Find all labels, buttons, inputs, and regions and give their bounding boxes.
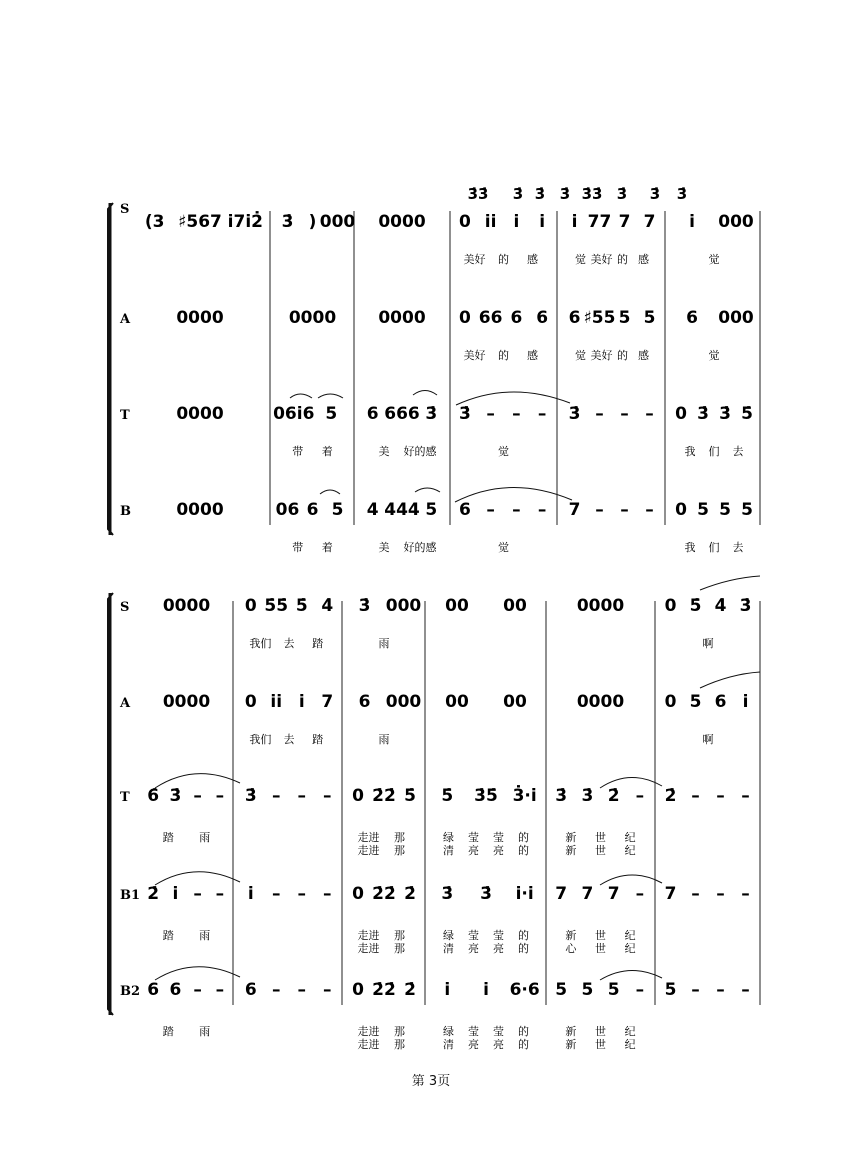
lyric-text: 清 — [443, 844, 454, 857]
note-token: 7 — [581, 884, 594, 904]
note-token: 4̇ — [714, 596, 727, 616]
upper-note: 3̇ — [512, 185, 524, 203]
note-token: 2̇2̇ — [372, 786, 396, 806]
note-token: – — [741, 980, 750, 1000]
note-token: – — [620, 404, 629, 424]
note-token: 5 — [618, 308, 631, 328]
note-token: 0 — [244, 596, 257, 616]
note-token: 00 — [503, 692, 527, 712]
note-token: 5̇ — [689, 596, 702, 616]
note-token: – — [193, 884, 202, 904]
lyric-text: 那 — [394, 1025, 405, 1038]
note-token: 66 — [478, 308, 503, 328]
note-token: – — [635, 884, 645, 904]
part-label: S — [120, 600, 130, 615]
lyric-text: 我们 — [249, 637, 272, 650]
note-token: 5 — [607, 980, 620, 1000]
note-token: 2̇ — [147, 884, 160, 904]
lyric-text: 走进 — [357, 1025, 380, 1038]
note-token: 3̇·i — [512, 786, 537, 806]
note-token: 3̇5̇ — [474, 786, 498, 806]
slur — [700, 672, 760, 688]
lyric-text: 着 — [321, 541, 333, 554]
lyric-text: 世 — [595, 831, 606, 844]
note-token: ) — [308, 212, 317, 232]
lyric-text: 纪 — [624, 942, 636, 955]
note-token: – — [323, 786, 332, 806]
lyric-text: 绿 — [443, 1025, 454, 1038]
part-label: B — [120, 504, 131, 519]
note-token: 0000 — [176, 500, 224, 520]
lyric-text: 我 — [684, 445, 696, 458]
lyric-text: 去 — [283, 637, 295, 650]
note-token: 000 — [385, 692, 422, 712]
upper-note: 3̇ — [616, 185, 628, 203]
lyric-text: 踏 — [162, 929, 174, 942]
note-token: 5̇ — [441, 786, 454, 806]
part-label: A — [120, 312, 131, 327]
note-token: 0 — [664, 692, 677, 712]
note-token: – — [716, 980, 725, 1000]
note-token: 3̇ — [244, 786, 257, 806]
lyric-text: 的 — [518, 942, 529, 955]
note-token: 0 — [675, 500, 687, 520]
note-token: 2̇ — [607, 786, 620, 806]
note-token: – — [297, 980, 306, 1000]
part-label: T — [120, 408, 130, 423]
lyric-text: 美好 — [590, 253, 613, 266]
note-token: 2̇ — [664, 786, 677, 806]
note-token: 00 — [445, 596, 469, 616]
lyric-text: 世 — [595, 1025, 606, 1038]
note-token: – — [215, 786, 225, 806]
lyric-text: 们 — [708, 541, 720, 554]
note-token: – — [691, 786, 700, 806]
note-token: 0 — [675, 404, 687, 424]
note-token: i7i2̇ — [227, 212, 263, 232]
lyric-text: 心 — [565, 942, 577, 955]
part-label: A — [120, 696, 131, 711]
note-token: – — [595, 404, 604, 424]
note-token: 6 — [147, 980, 160, 1000]
note-token: 0000 — [576, 692, 625, 712]
lyric-text: 走进 — [357, 1038, 380, 1051]
lyric-text: 世 — [595, 929, 606, 942]
note-token: i — [247, 884, 254, 904]
note-token: 6 — [568, 308, 581, 328]
note-token: 6 — [169, 980, 182, 1000]
note-token: 0000 — [162, 596, 211, 616]
note-token: 3̇ — [555, 786, 568, 806]
lyric-text: 的 — [617, 349, 628, 362]
note-token: – — [272, 884, 281, 904]
lyric-text: 纪 — [624, 844, 636, 857]
lyric-text: 纪 — [624, 1038, 636, 1051]
lyric-text: 那 — [394, 844, 405, 857]
lyric-text: 觉 — [708, 253, 720, 266]
note-token: 3̇ — [169, 786, 182, 806]
note-token: – — [297, 884, 306, 904]
lyric-text: 踏 — [162, 1025, 174, 1038]
slur — [413, 391, 437, 396]
note-token: ♯567 — [178, 212, 222, 232]
note-token: – — [512, 500, 521, 520]
note-token: 0000 — [378, 212, 426, 232]
score-content — [119, 185, 754, 1051]
note-token: 2̇ — [404, 884, 416, 904]
note-token: 7 — [555, 884, 568, 904]
lyric-text: 们 — [708, 445, 720, 458]
note-token: 0000 — [162, 692, 211, 712]
lyric-text: 的 — [518, 1025, 529, 1038]
note-token: 6 — [714, 692, 727, 712]
note-token: 5 — [697, 500, 709, 520]
note-token: 5 — [581, 980, 594, 1000]
note-token: i — [571, 212, 578, 232]
note-token: 00 — [445, 692, 469, 712]
note-token: 7 — [568, 500, 581, 520]
lyric-text: 感 — [638, 253, 649, 266]
note-token: 3̇ — [281, 212, 294, 232]
upper-note: 3̇3̇ — [467, 185, 489, 203]
lyric-text: 新 — [565, 929, 577, 942]
lyric-text: 绿 — [443, 831, 454, 844]
lyric-text: 美 — [378, 445, 390, 458]
lyric-text: 雨 — [378, 733, 390, 746]
note-token: 5 — [325, 404, 338, 424]
note-token: 0 — [458, 212, 471, 232]
note-token: 06i6 — [273, 404, 315, 424]
lyric-text: 清 — [443, 1038, 454, 1051]
note-token: i — [539, 212, 546, 232]
note-token: 0 — [352, 980, 364, 1000]
lyric-text: 新 — [565, 844, 577, 857]
note-token: – — [215, 884, 225, 904]
note-token: – — [193, 786, 202, 806]
lyric-text: 莹 — [493, 1025, 504, 1038]
slur — [290, 394, 312, 398]
note-token: 00 — [503, 596, 527, 616]
note-token: 5 — [689, 692, 702, 712]
note-token: – — [645, 404, 654, 424]
slur — [155, 967, 240, 980]
note-token: 7 — [618, 212, 631, 232]
note-token: – — [620, 500, 629, 520]
note-token: 000 — [718, 308, 754, 328]
note-token: 7 — [321, 692, 334, 712]
slur — [700, 576, 760, 590]
upper-note: 3̇ — [676, 185, 688, 203]
note-token: – — [537, 500, 547, 520]
note-token: – — [691, 884, 700, 904]
lyric-text: 走进 — [357, 942, 380, 955]
lyric-text: 踏 — [162, 831, 174, 844]
lyric-text: 世 — [595, 1038, 606, 1051]
note-token: 3̇ — [568, 404, 581, 424]
note-token: i — [172, 884, 179, 904]
note-token: 3̇ — [480, 884, 492, 904]
note-token: 000 — [385, 596, 422, 616]
upper-note: 3̇ — [559, 185, 571, 203]
lyric-text: 莹 — [468, 831, 479, 844]
note-token: 3̇ — [425, 404, 438, 424]
note-token: – — [486, 500, 495, 520]
lyric-text: 啊 — [702, 733, 714, 746]
lyric-text: 清 — [443, 942, 454, 955]
note-token: – — [272, 980, 281, 1000]
lyric-text: 去 — [283, 733, 295, 746]
note-token: – — [537, 404, 547, 424]
note-token: 7 — [664, 884, 677, 904]
note-token: 0 — [458, 308, 471, 328]
note-token: 5̇ — [404, 786, 416, 806]
slur — [415, 488, 440, 492]
lyric-text: 亮 — [493, 844, 504, 857]
note-token: 77 — [587, 212, 612, 232]
note-token: 5 — [741, 500, 753, 520]
lyric-text: 踏 — [312, 733, 324, 746]
note-token: 5̇ — [295, 596, 308, 616]
lyric-text: 雨 — [199, 1025, 211, 1038]
note-token: 000 — [718, 212, 754, 232]
lyric-text: 纪 — [624, 929, 636, 942]
part-label: S — [120, 202, 130, 217]
note-token: – — [323, 980, 332, 1000]
note-token: 0 — [352, 884, 364, 904]
lyric-text: 莹 — [468, 929, 479, 942]
lyric-text: 雨 — [199, 831, 211, 844]
note-token: 2̇2̇ — [372, 980, 396, 1000]
note-token: – — [741, 884, 750, 904]
note-token: 7 — [607, 884, 620, 904]
note-token: 6 — [358, 692, 371, 712]
lyric-text: 亮 — [493, 942, 504, 955]
note-token: 6 — [458, 500, 471, 520]
note-token: – — [691, 980, 700, 1000]
lyric-text: 莹 — [493, 831, 504, 844]
note-token: 5̇5̇ — [264, 596, 289, 616]
lyric-text: 感 — [638, 349, 649, 362]
note-token: ♯55 — [583, 308, 616, 328]
note-token: 5̇ — [741, 404, 753, 424]
lyric-text: 新 — [565, 831, 577, 844]
lyric-text: 去 — [732, 541, 744, 554]
system-brackets — [108, 203, 113, 1015]
lyric-text: 亮 — [468, 844, 479, 857]
note-token: 6 — [244, 980, 257, 1000]
lyric-text: 世 — [595, 844, 606, 857]
note-token: 666 — [384, 404, 420, 424]
note-token: 6 — [510, 308, 523, 328]
upper-note: 3̇3̇ — [581, 185, 603, 203]
lyric-text: 觉 — [575, 253, 586, 266]
note-token: 0000 — [576, 596, 625, 616]
note-token: i — [513, 212, 520, 232]
slur — [320, 490, 340, 494]
note-token: 0000 — [176, 308, 224, 328]
slur — [600, 970, 662, 980]
lyric-text: 走进 — [357, 844, 380, 857]
lyric-text: 亮 — [493, 1038, 504, 1051]
lyric-text: 踏 — [312, 637, 324, 650]
lyric-text: 亮 — [468, 1038, 479, 1051]
lyric-text: 的 — [518, 831, 529, 844]
lyric-text: 好的感 — [403, 445, 437, 458]
lyric-text: 的 — [518, 844, 529, 857]
lyric-text: 啊 — [702, 637, 714, 650]
lyric-text: 的 — [518, 1038, 529, 1051]
lyric-text: 带 — [292, 541, 304, 554]
lyric-text: 感 — [527, 349, 538, 362]
note-token: – — [215, 980, 225, 1000]
note-token: 2̇ — [404, 980, 416, 1000]
note-token: – — [323, 884, 332, 904]
note-token: i·i — [515, 884, 534, 904]
note-token: 3̇ — [581, 786, 594, 806]
lyric-text: 美好 — [463, 253, 486, 266]
note-token: 0 — [352, 786, 364, 806]
note-token: 3̇ — [719, 404, 731, 424]
note-token: – — [486, 404, 495, 424]
lyric-text: 世 — [595, 942, 606, 955]
upper-note: 3̇ — [534, 185, 546, 203]
note-token: 0 — [664, 596, 677, 616]
note-token: 6 — [306, 500, 319, 520]
note-token: 6·6 — [509, 980, 540, 1000]
note-token: 4̇ — [321, 596, 334, 616]
slur — [155, 872, 240, 885]
lyric-text: 感 — [527, 253, 538, 266]
note-token: 3̇ — [697, 404, 709, 424]
lyric-text: 新 — [565, 1038, 577, 1051]
lyric-text: 的 — [518, 929, 529, 942]
lyric-text: 那 — [394, 831, 405, 844]
slur — [318, 394, 343, 398]
note-token: (3 — [144, 212, 165, 232]
lyric-text: 那 — [394, 942, 405, 955]
note-token: – — [645, 500, 654, 520]
lyric-text: 那 — [394, 1038, 405, 1051]
note-token: i — [689, 212, 695, 232]
note-token: 5 — [719, 500, 731, 520]
note-token: 6̇ — [147, 786, 160, 806]
note-token: – — [193, 980, 202, 1000]
lyric-text: 走进 — [357, 831, 380, 844]
barlines — [233, 211, 760, 1005]
note-token: i — [742, 692, 749, 712]
lyric-text: 纪 — [624, 831, 636, 844]
lyric-text: 雨 — [199, 929, 211, 942]
note-token: – — [635, 980, 645, 1000]
lyric-text: 亮 — [468, 942, 479, 955]
note-token: 2̇2̇ — [372, 884, 396, 904]
note-token: i — [444, 980, 451, 1000]
lyric-text: 莹 — [468, 1025, 479, 1038]
note-token: 0000 — [176, 404, 224, 424]
lyric-text: 美 — [378, 541, 390, 554]
note-token: – — [716, 786, 725, 806]
note-token: 5 — [555, 980, 568, 1000]
note-token: – — [297, 786, 306, 806]
note-token: 6 — [366, 404, 379, 424]
note-token: 5 — [425, 500, 438, 520]
note-token: 3̇ — [441, 884, 454, 904]
part-label: B1 — [120, 888, 141, 903]
lyric-text: 觉 — [575, 349, 586, 362]
note-token: 5 — [664, 980, 677, 1000]
note-token: i — [298, 692, 305, 712]
note-token: 3̇ — [739, 596, 752, 616]
lyric-text: 美好 — [463, 349, 486, 362]
lyric-text: 雨 — [378, 637, 390, 650]
note-token: 06 — [275, 500, 300, 520]
note-token: 0000 — [378, 308, 426, 328]
lyric-text: 觉 — [708, 349, 720, 362]
note-token: 5 — [643, 308, 656, 328]
note-token: 3̇ — [458, 404, 471, 424]
note-token: 3̇ — [358, 596, 371, 616]
lyric-text: 走进 — [357, 929, 380, 942]
lyric-text: 那 — [394, 929, 405, 942]
note-token: 0 — [244, 692, 257, 712]
lyric-text: 纪 — [624, 1025, 636, 1038]
lyric-text: 的 — [498, 349, 509, 362]
note-token: 7 — [643, 212, 656, 232]
note-token: ii — [484, 212, 497, 232]
upper-note: 3̇ — [649, 185, 661, 203]
note-token: ii — [270, 692, 283, 712]
lyric-text: 的 — [498, 253, 509, 266]
lyric-text: 我 — [684, 541, 696, 554]
part-label: B2 — [120, 984, 141, 999]
note-token: – — [512, 404, 521, 424]
lyric-text: 新 — [565, 1025, 577, 1038]
note-token: 6 — [536, 308, 549, 328]
note-token: 6 — [686, 308, 698, 328]
lyric-text: 去 — [732, 445, 744, 458]
part-label: T — [120, 790, 130, 805]
note-token: – — [272, 786, 281, 806]
lyric-text: 觉 — [498, 445, 509, 458]
lyric-text: 着 — [321, 445, 333, 458]
note-token: i — [483, 980, 489, 1000]
lyric-text: 绿 — [443, 929, 454, 942]
note-token: 4 — [366, 500, 379, 520]
lyric-text: 我们 — [249, 733, 272, 746]
note-token: – — [635, 786, 645, 806]
lyric-text: 觉 — [498, 541, 509, 554]
note-token: – — [595, 500, 604, 520]
note-token: 5 — [331, 500, 344, 520]
lyric-text: 的 — [617, 253, 628, 266]
lyric-text: 美好 — [590, 349, 613, 362]
note-token: 444 — [384, 500, 420, 520]
note-token: 000 — [319, 212, 356, 232]
lyric-text: 好的感 — [403, 541, 437, 554]
note-token: 0000 — [288, 308, 337, 328]
lyric-text: 莹 — [493, 929, 504, 942]
page-number: 第 3页 — [411, 1074, 451, 1089]
lyric-text: 带 — [292, 445, 304, 458]
note-token: – — [716, 884, 725, 904]
note-token: – — [741, 786, 750, 806]
